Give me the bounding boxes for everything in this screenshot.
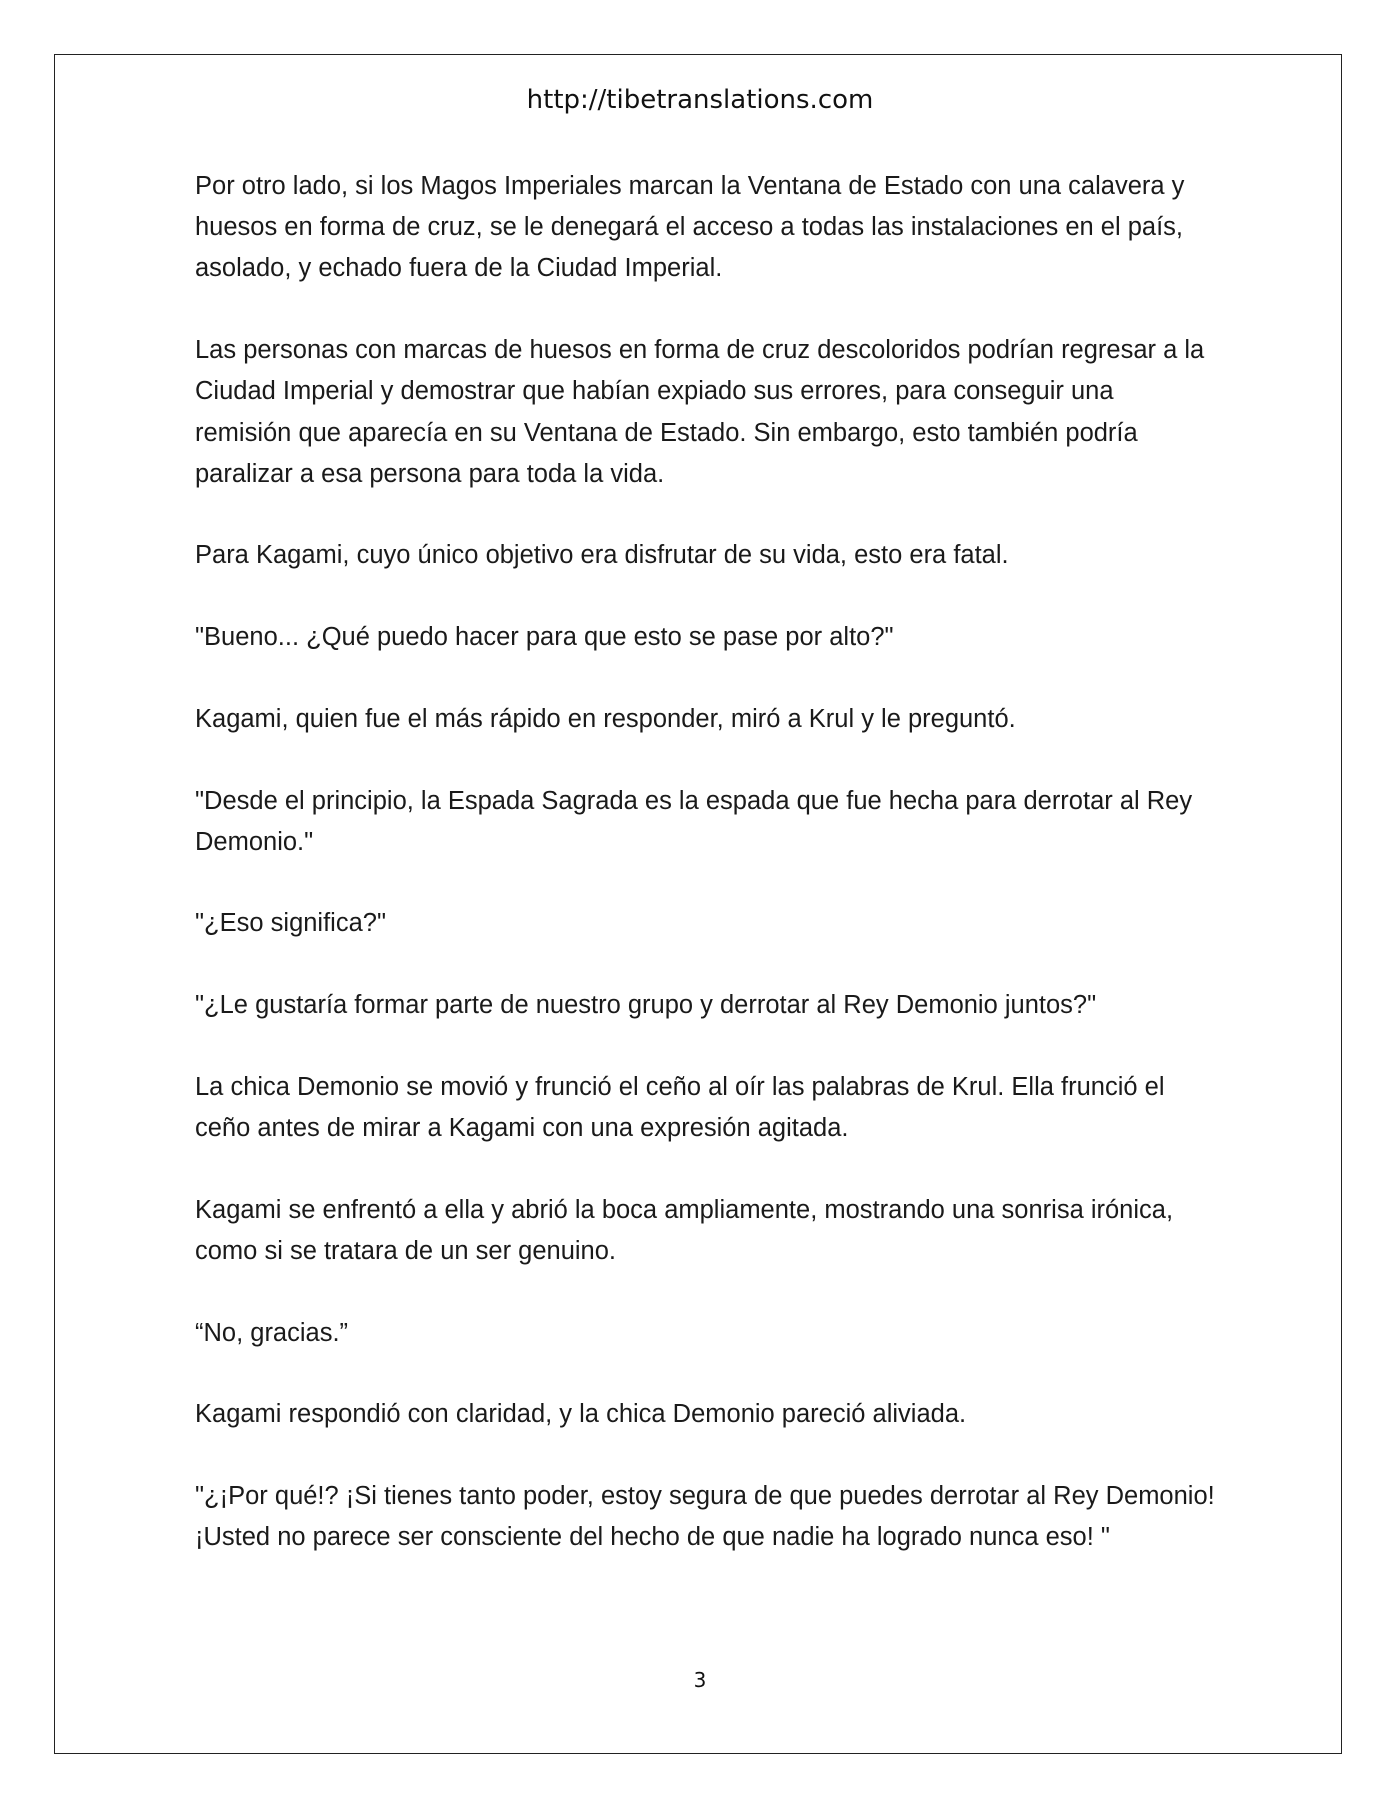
paragraph: "Desde el principio, la Espada Sagrada es la espada que fue hecha para derrotar al Rey Demonio."	[195, 786, 1193, 856]
paragraph: "¿Eso significa?"	[195, 909, 387, 938]
paragraph: Kagami respondió con claridad, y la chica Demonio pareció aliviada.	[195, 1400, 967, 1429]
paragraph: Para Kagami, cuyo único objetivo era disfrutar de su vida, esto era fatal.	[195, 541, 1009, 570]
paragraph: Kagami se enfrentó a ella y abrió la boca ampliamente, mostrando una sonrisa irónica, como si se tratara de un ser genuino.	[195, 1195, 1174, 1265]
paragraph: "Bueno... ¿Qué puedo hacer para que esto se pase por alto?"	[195, 623, 894, 652]
document-body	[195, 166, 1215, 1599]
paragraph: "¿¡Por qué!? ¡Si tienes tanto poder, estoy segura de que puedes derrotar al Rey Demonio! ¡Usted no parece ser consciente del hecho de que nadie ha logrado nunca eso! "	[195, 1482, 1215, 1552]
paragraph: La chica Demonio se movió y frunció el ceño al oír las palabras de Krul. Ella frunció el ceño antes de mirar a Kagami con una expresión agitada.	[195, 1072, 1165, 1143]
paragraph: “No, gracias.”	[195, 1318, 349, 1347]
paragraph: Las personas con marcas de huesos en forma de cruz descoloridos podrían regresar a la Ciudad Imperial y demostrar que habían expiado sus errores, para conseguir una remisión que aparecía en su Ventana de Estado. Sin embargo, esto también podría paralizar a esa persona para toda la vida.	[195, 336, 1205, 488]
paragraph: "¿Le gustaría formar parte de nuestro grupo y derrotar al Rey Demonio juntos?"	[195, 991, 1097, 1020]
paragraph: Kagami, quien fue el más rápido en responder, miró a Krul y le preguntó.	[195, 704, 1016, 733]
paragraph: Por otro lado, si los Magos Imperiales marcan la Ventana de Estado con una calavera y huesos en forma de cruz, se le denegará el acceso a todas las instalaciones en el país, asolado, y echado fuera de la Ciudad Imperial.	[195, 172, 1185, 283]
page-number: 3	[693, 1668, 707, 1692]
header-url: http://tibetranslations.com	[526, 85, 874, 115]
